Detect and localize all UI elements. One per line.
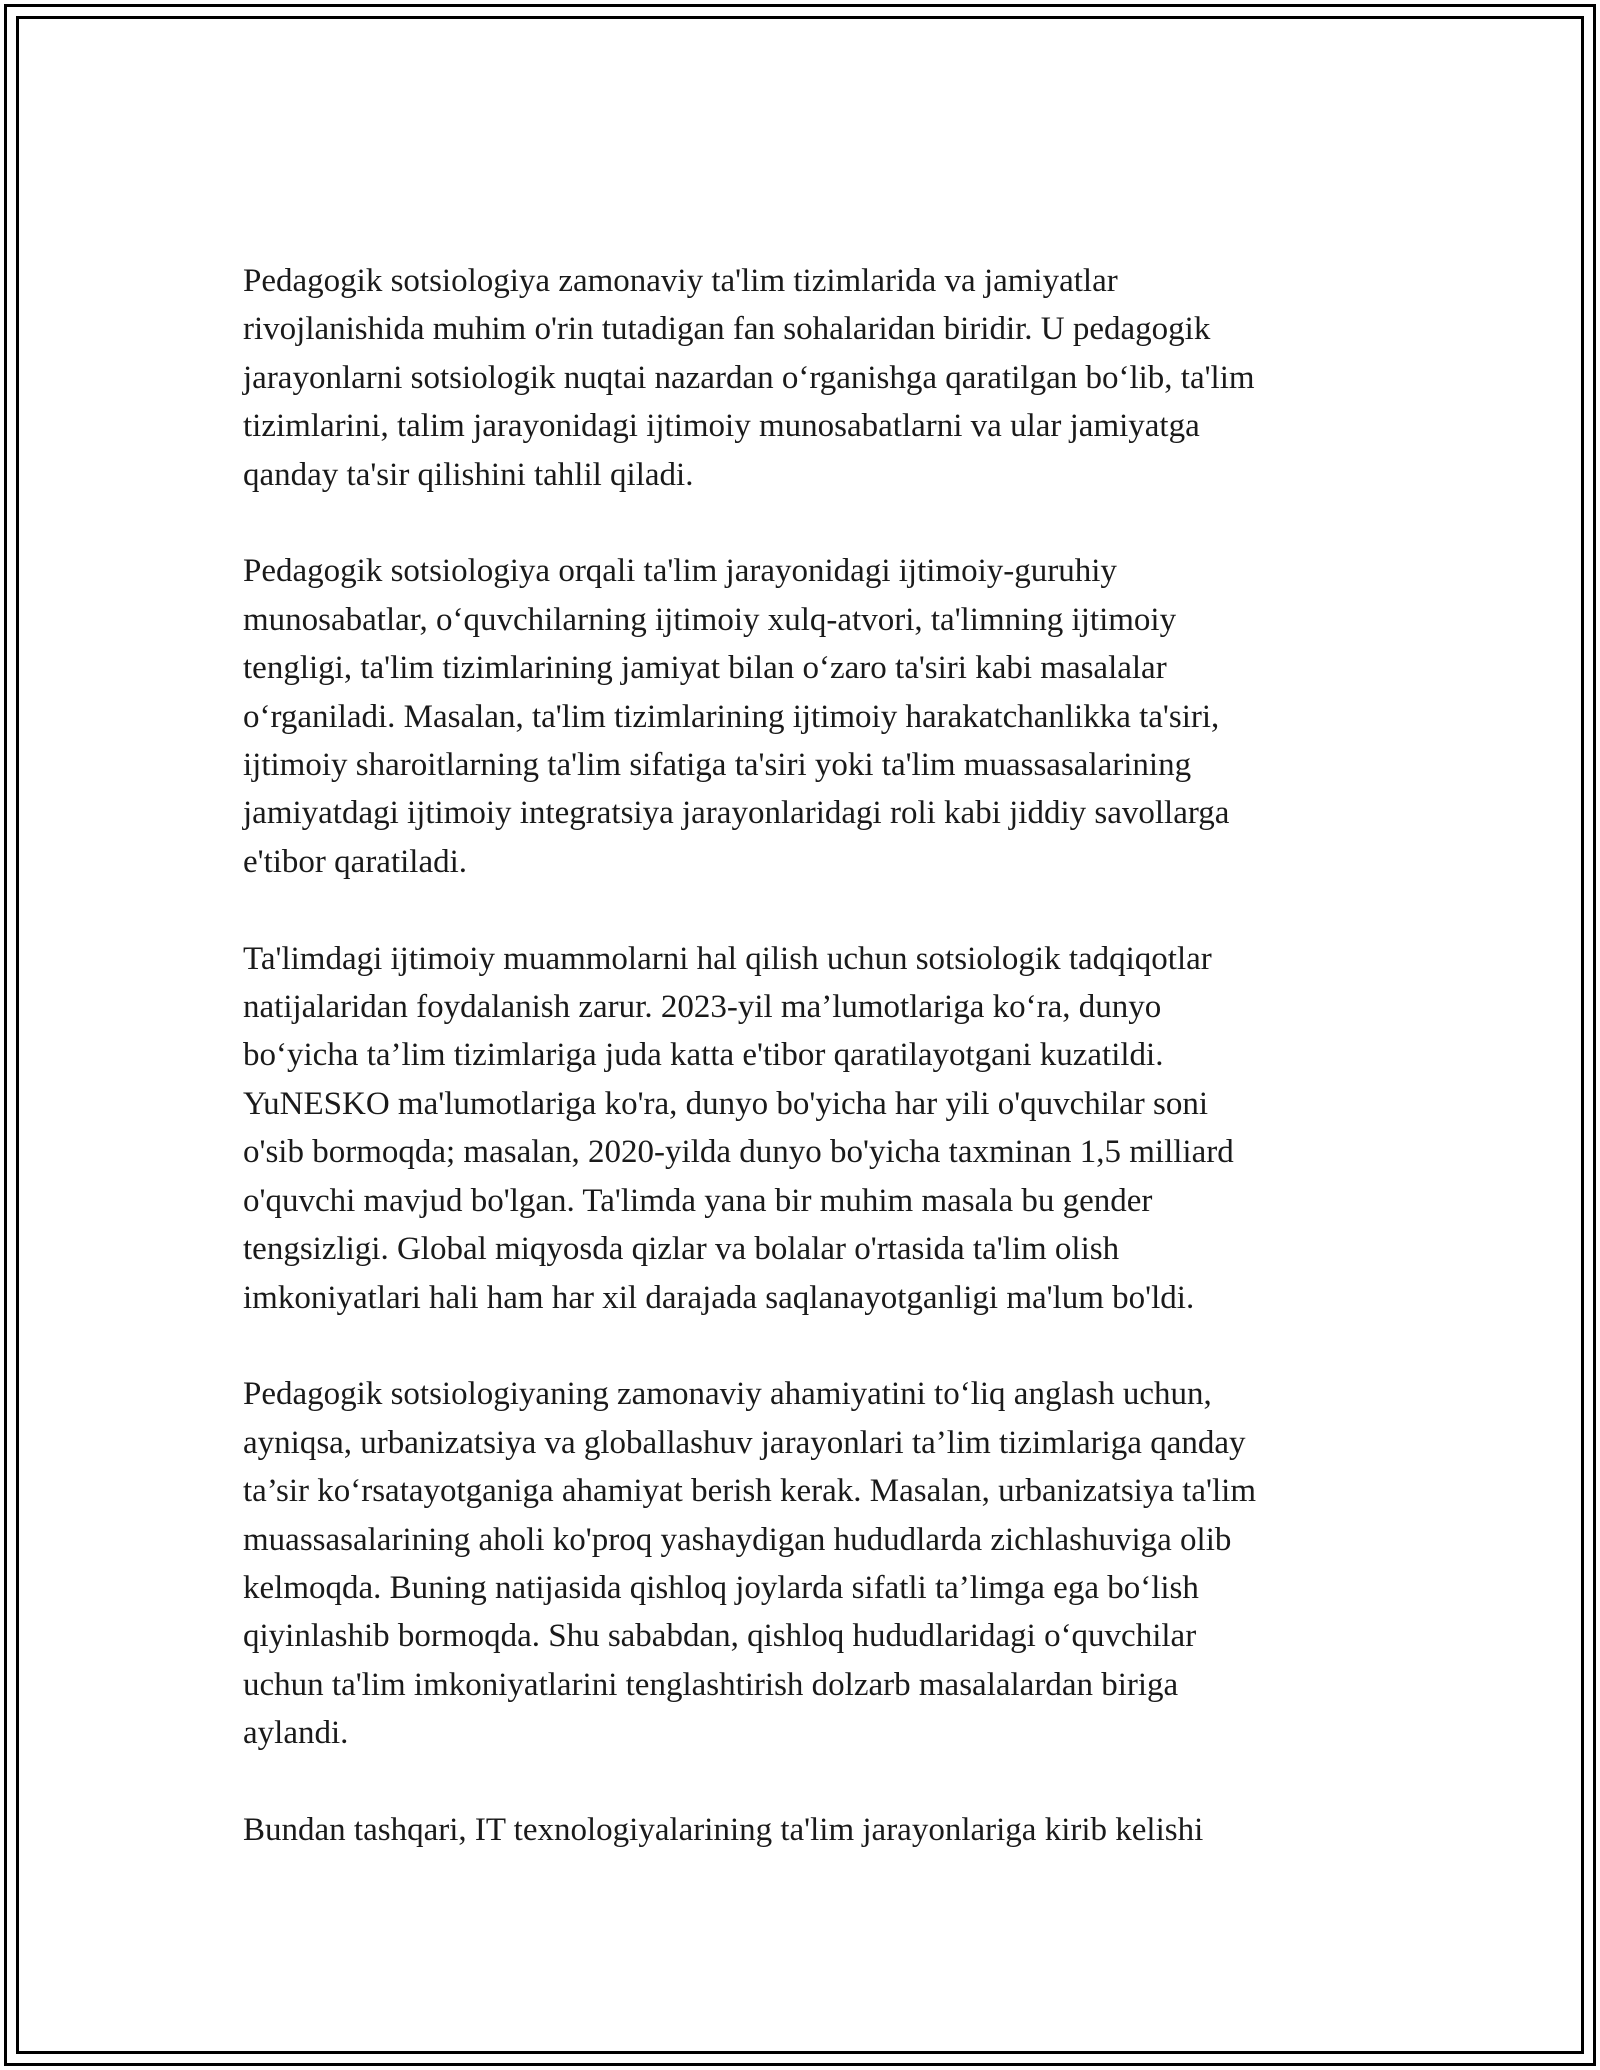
paragraph-line: jarayonlarni sotsiologik nuqtai nazardan o‘rganishga qaratilgan bo‘lib, ta'lim	[243, 359, 1255, 396]
paragraph-line: qanday ta'sir qilishini tahlil qiladi.	[243, 456, 694, 493]
page-frame-outer	[4, 4, 1596, 2066]
paragraph-line: aylandi.	[243, 1715, 349, 1752]
paragraph-line: tizimlarini, talim jarayonidagi ijtimoiy munosabatlarni va ular jamiyatga	[243, 408, 1200, 445]
paragraph-line: ijtimoiy sharoitlarning ta'lim sifatiga ta'siri yoki ta'lim muassasalarining	[243, 747, 1192, 784]
paragraph-line: o'sib bormoqda; masalan, 2020-yilda dunyo bo'yicha taxminan 1,5 milliard	[243, 1134, 1234, 1171]
paragraph-line: ayniqsa, urbanizatsiya va globallashuv jarayonlari ta’lim tizimlariga qanday	[243, 1424, 1246, 1461]
paragraph-line: bo‘yicha ta’lim tizimlariga juda katta e'tibor qaratilayotgani kuzatildi.	[243, 1037, 1164, 1074]
paragraph-line: e'tibor qaratiladi.	[243, 843, 468, 880]
paragraph-line: Pedagogik sotsiologiya zamonaviy ta'lim tizimlarida va jamiyatlar	[243, 263, 1118, 299]
paragraph-3	[243, 935, 1403, 1322]
paragraph-2	[243, 547, 1403, 886]
paragraph-4	[243, 1370, 1403, 1757]
paragraph-line: rivojlanishida muhim o'rin tutadigan fan sohalaridan biridir. U pedagogik	[243, 311, 1211, 348]
paragraph-line: o‘rganiladi. Masalan, ta'lim tizimlarining ijtimoiy harakatchanlikka ta'siri,	[243, 698, 1220, 735]
paragraph-line: uchun ta'lim imkoniyatlarini tenglashtirish dolzarb masalalardan biriga	[243, 1666, 1179, 1703]
paragraph-line: ta’sir ko‘rsatayotganiga ahamiyat berish kerak. Masalan, urbanizatsiya ta'lim	[243, 1473, 1257, 1510]
paragraph-line: kelmoqda. Buning natijasida qishloq joylarda sifatli ta’limga ega bo‘lish	[243, 1569, 1199, 1606]
paragraph-line: YuNESKO ma'lumotlariga ko'ra, dunyo bo'yicha har yili o'quvchilar soni	[243, 1085, 1209, 1122]
document-body	[243, 257, 1403, 1903]
paragraph-line: tengsizligi. Global miqyosda qizlar va bolalar o'rtasida ta'lim olish	[243, 1231, 1120, 1268]
paragraph-line: tengligi, ta'lim tizimlarining jamiyat bilan o‘zaro ta'siri kabi masalalar	[243, 650, 1167, 687]
paragraph-line: munosabatlar, o‘quvchilarning ijtimoiy xulq-atvori, ta'limning ijtimoiy	[243, 601, 1177, 638]
paragraph-line: Bundan tashqari, IT texnologiyalarining ta'lim jarayonlariga kirib kelishi	[243, 1811, 1204, 1848]
paragraph-line: imkoniyatlari hali ham har xil darajada saqlanayotganligi ma'lum bo'ldi.	[243, 1279, 1195, 1316]
paragraph-line: jamiyatdagi ijtimoiy integratsiya jarayonlaridagi roli kabi jiddiy savollarga	[243, 795, 1230, 832]
paragraph-line: Pedagogik sotsiologiyaning zamonaviy ahamiyatini to‘liq anglash uchun,	[243, 1376, 1212, 1413]
paragraph-1	[243, 257, 1403, 499]
paragraph-line: muassasalarining aholi ko'proq yashaydigan hududlarda zichlashuviga olib	[243, 1521, 1232, 1558]
paragraph-line: natijalaridan foydalanish zarur. 2023-yil ma’lumotlariga ko‘ra, dunyo	[243, 989, 1162, 1026]
paragraph-line: Ta'limdagi ijtimoiy muammolarni hal qilish uchun sotsiologik tadqiqotlar	[243, 940, 1212, 977]
paragraph-5	[243, 1806, 1403, 1854]
paragraph-line: o'quvchi mavjud bo'lgan. Ta'limda yana bir muhim masala bu gender	[243, 1182, 1153, 1219]
paragraph-line: Pedagogik sotsiologiya orqali ta'lim jarayonidagi ijtimoiy-guruhiy	[243, 553, 1117, 590]
paragraph-line: qiyinlashib bormoqda. Shu sababdan, qishloq hududlaridagi o‘quvchilar	[243, 1618, 1197, 1655]
